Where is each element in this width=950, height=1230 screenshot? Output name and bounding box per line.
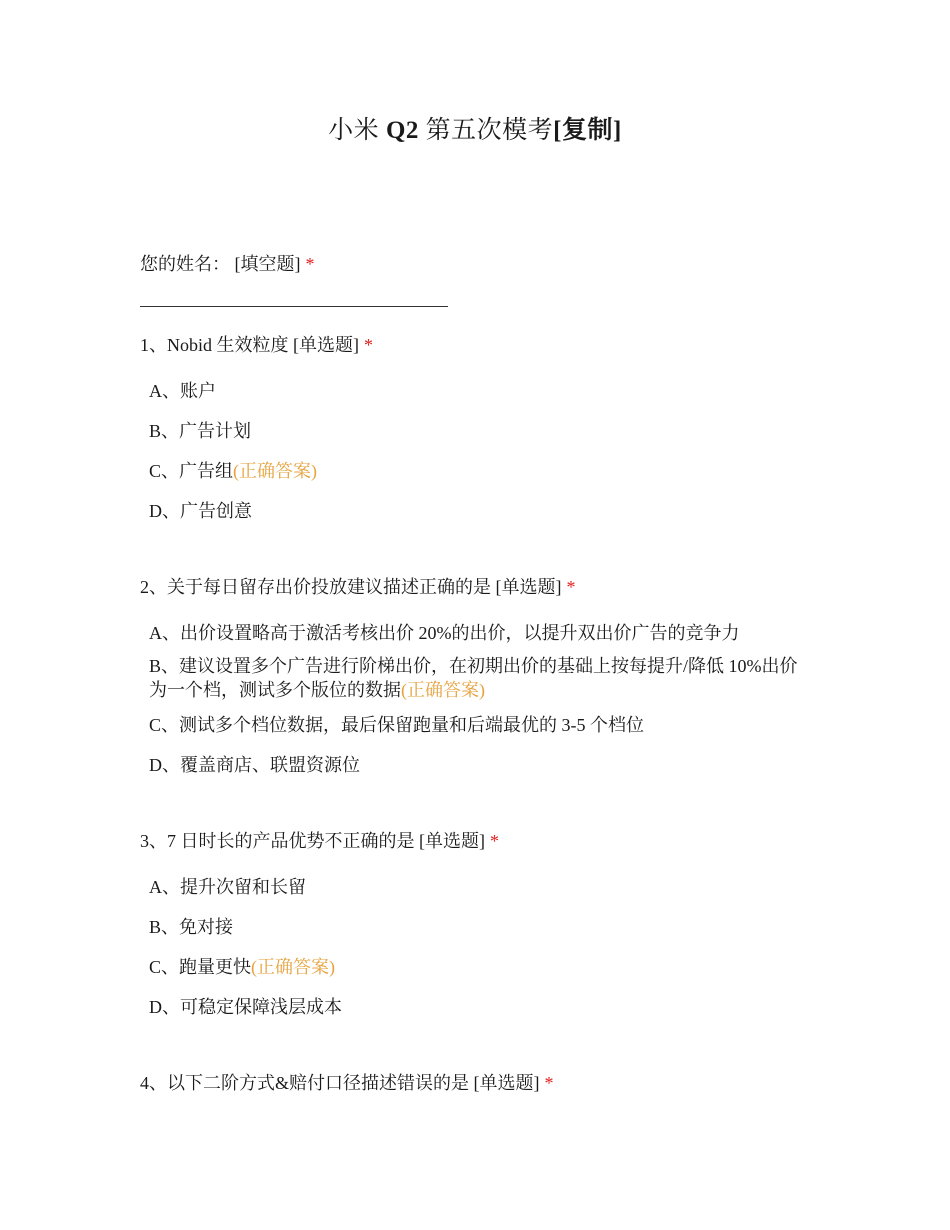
required-marker: * <box>490 831 499 851</box>
question-text: 1、Nobid 生效粒度 [单选题] <box>140 335 359 355</box>
option-2c[interactable] <box>149 713 809 737</box>
correct-answer-tag: (正确答案) <box>401 680 485 700</box>
option-text: A、出价设置略高于激活考核出价 20%的出价，以提升双出价广告的竞争力 <box>149 623 740 643</box>
required-marker: * <box>305 254 315 274</box>
question-text: 4、以下二阶方式&赔付口径描述错误的是 [单选题] <box>140 1073 540 1093</box>
question-4 <box>140 1071 554 1095</box>
title-bold: Q2 <box>385 117 419 144</box>
title-part2: 第五次模考 <box>418 117 554 144</box>
name-type: [填空题] <box>234 254 301 274</box>
required-marker: * <box>544 1073 554 1093</box>
option-text: A、账户 <box>149 381 216 401</box>
required-marker: * <box>566 577 576 597</box>
question-2 <box>140 575 576 599</box>
name-input-line[interactable] <box>140 306 448 307</box>
option-3d[interactable] <box>149 995 809 1019</box>
option-text: B、免对接 <box>149 917 234 937</box>
option-text: B、广告计划 <box>149 421 252 441</box>
option-2b[interactable] <box>149 654 809 702</box>
option-1c[interactable] <box>149 459 809 483</box>
required-marker: * <box>364 335 373 355</box>
option-text: B、建议设置多个广告进行阶梯出价，在初期出价的基础上按每提升/降低 10%出价为一个档，测试多个版位的数据 <box>149 656 798 700</box>
name-question <box>140 252 315 276</box>
option-text: D、覆盖商店、联盟资源位 <box>149 755 360 775</box>
correct-answer-tag: (正确答案) <box>233 461 318 481</box>
option-3a[interactable] <box>149 875 809 899</box>
question-text: 3、7 日时长的产品优势不正确的是 [单选题] <box>140 831 485 851</box>
option-3c[interactable] <box>149 955 809 979</box>
option-text: C、跑量更快 <box>149 957 252 977</box>
option-2a[interactable] <box>149 621 809 645</box>
option-1d[interactable] <box>149 499 809 523</box>
option-text: C、测试多个档位数据，最后保留跑量和后端最优的 3-5 个档位 <box>149 715 644 735</box>
option-1b[interactable] <box>149 419 809 443</box>
title-part1: 小米 <box>328 117 386 144</box>
correct-answer-tag: (正确答案) <box>251 957 336 977</box>
option-text: D、广告创意 <box>149 501 252 521</box>
option-text: C、广告组 <box>149 461 234 481</box>
option-text: D、可稳定保障浅层成本 <box>149 997 342 1017</box>
option-2d[interactable] <box>149 753 809 777</box>
question-text: 2、关于每日留存出价投放建议描述正确的是 [单选题] <box>140 577 562 597</box>
option-1a[interactable] <box>149 379 809 403</box>
option-3b[interactable] <box>149 915 809 939</box>
option-text: A、提升次留和长留 <box>149 877 306 897</box>
title-copy-tag: [复制] <box>553 117 622 144</box>
page-title <box>0 110 950 146</box>
name-label: 您的姓名： <box>140 254 230 274</box>
question-3 <box>140 829 499 853</box>
question-1 <box>140 333 373 357</box>
